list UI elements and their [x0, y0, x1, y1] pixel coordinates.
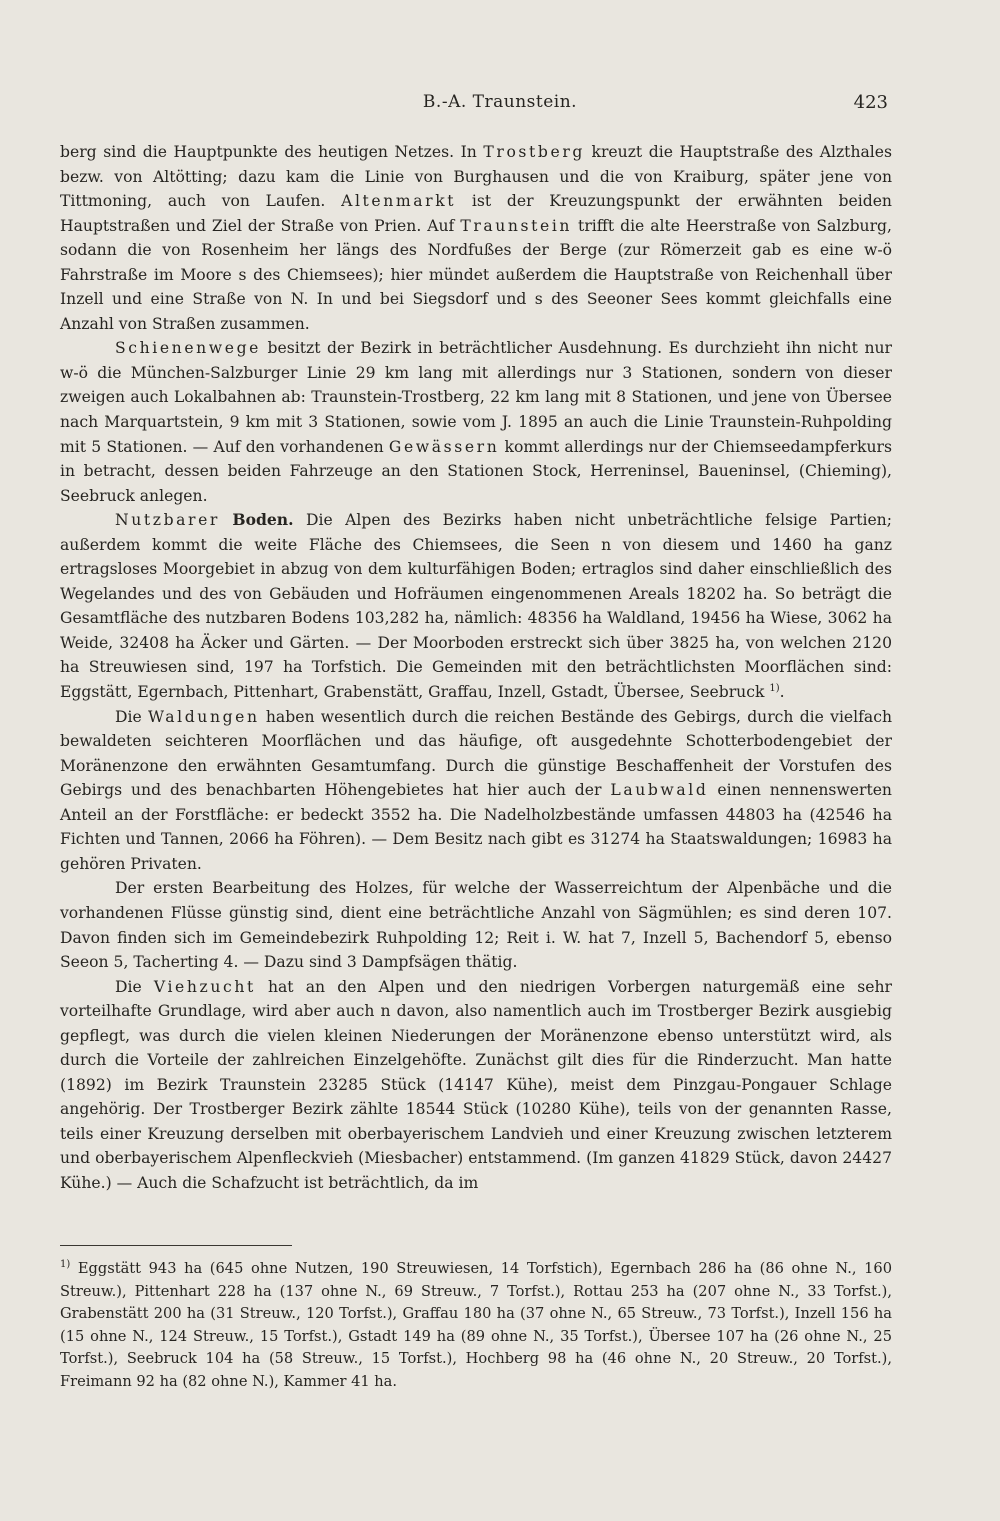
running-head — [0, 92, 1000, 120]
paragraph-sawmills — [60, 876, 892, 974]
text-run: Viehzucht — [153, 977, 256, 996]
running-title: B.-A. Traunstein. — [422, 92, 578, 112]
footnote-1 — [60, 1258, 892, 1393]
footnote-marker: 1) — [60, 1259, 71, 1271]
text-run: einen nennenswerten Anteil an der Forstfläche: er bedeckt 3552 ha. Die Nadelholzbestände umfassen 44803 ha (42546 ha Fichten und Tannen, 2066 ha Föhren). — Dem Besitz nach gibt es 31274 ha Staatswaldungen; 16983 ha gehören Privaten. — [60, 781, 892, 873]
text-run: Nutzbarer — [115, 511, 220, 530]
text-run: haben wesentlich durch die reichen Bestände des Gebirgs, durch die vielfach bewaldeten seichteren Moorflächen und das häufige, oft ausgedehnte Schotterbodengebiet der Moränenzone den erwähnten Gesamtumfang. Durch die günstige Beschaffenheit der Vorstufen des Gebirgs und des benachbarten Höhengebietes hat hier auch der — [60, 707, 892, 800]
paragraph-roads — [60, 140, 892, 336]
text-run: berg sind die Hauptpunkte des heutigen Netzes. In — [60, 143, 484, 161]
text-run: kommt allerdings nur der Chiemseedampferkurs in betracht, dessen beiden Fahrzeuge an den Stationen Stock, Herreninsel, Baueninsel, (Chieming), Seebruck anlegen. — [60, 437, 892, 505]
text-run: . — [779, 683, 785, 702]
page-number: 423 — [853, 92, 888, 113]
text-run: Traunstein — [460, 216, 573, 235]
text-run: kreuzt die Hauptstraße des Alzthales bezw. von Altötting; dazu kam die Linie von Burghausen und die von Kraiburg, später jene von Tittmoning, auch von Laufen. — [60, 143, 892, 211]
text-run: Waldungen — [147, 707, 260, 726]
text-run: Boden. — [232, 510, 294, 530]
paragraph-livestock — [60, 975, 892, 1196]
text-run: hat an den Alpen und den niedrigen Vorbergen naturgemäß eine sehr vorteilhafte Grundlage, wird aber auch n davon, also namentlich auch im Trostberger Bezirk ausgiebig gepflegt, was durch die vielen kleinen Niederungen der Moränenzone ebenso unterstützt wird, als durch die Vorteile der zahlreichen Einzelgehöfte. Zunächst gilt dies für die Rinderzucht. Man hatte (1892) im Bezirk Traunstein 23285 Stück (14147 Kühe), meist dem Pinzgau-Pongauer Schlage angehörig. Der Trostberger Bezirk zählte 18544 Stück (10280 Kühe), teils von der genannten Rasse, teils einer Kreuzung derselben mit oberbayerischem Landvieh und einer Kreuzung zwischen letzterem und oberbayerischem Alpenfleckvieh (Miesbacher) entstammend. (Im ganzen 41829 Stück, davon 24427 Kühe.) — Auch die Schafzucht ist beträchtlich, da im — [60, 977, 892, 1192]
text-run: Schienenwege — [115, 339, 261, 358]
text-run: trifft die alte Heerstraße von Salzburg, sodann die von Rosenheim her längs des Nordfußes der Berge (zur Römerzeit gab es eine w-ö Fahrstraße im Moore s des Chiemsees); hier mündet außerdem die Hauptstraße von Reichenhall über Inzell und eine Straße von N. In und bei Siegsdorf und s des Seeoner Sees kommt gleichfalls eine Anzahl von Straßen zusammen. — [60, 216, 892, 333]
footnote-text: Eggstätt 943 ha (645 ohne Nutzen, 190 Streuwiesen, 14 Torfstich), Egernbach 286 ha (86 ohne N., 160 Streuw.), Pittenhart 228 ha (137 ohne N., 69 Streuw., 7 Torfst.), Rottau 253 ha (207 ohne N., 33 Torfst.), Grabenstätt 200 ha (31 Streuw., 120 Torfst.), Graffau 180 ha (37 ohne N., 65 Streuw., 73 Torfst.), Inzell 156 ha (15 ohne N., 124 Streuw., 15 Torfst.), Gstadt 149 ha (89 ohne N., 35 Torfst.), Übersee 107 ha (26 ohne N., 25 Torfst.), Seebruck 104 ha (58 Streuw., 15 Torfst.), Hochberg 98 ha (46 ohne N., 20 Streuw., 20 Torfst.), Freimann 92 ha (82 ohne N.), Kammer 41 ha. — [60, 1260, 892, 1390]
footnotes — [60, 1258, 892, 1393]
text-run: Die Alpen des Bezirks haben nicht unbeträchtliche felsige Partien; außerdem kommt die weite Fläche des Chiemsees, die Seen n von diesem und 1460 ha ganz ertragsloses Moorgebiet in abzug von dem kulturfähigen Boden; ertraglos sind daher einschließlich des Wegelandes und des von Gebäuden und Hofräumen eingenommenen Areals 18202 ha. So beträgt die Gesamtfläche des nutzbaren Bodens 103,282 ha, nämlich: 48356 ha Waldland, 19456 ha Wiese, 3062 ha Weide, 32408 ha Äcker und Gärten. — Der Moorboden erstreckt sich über 3825 ha, von welchen 2120 ha Streuwiesen sind, 197 ha Torfstich. Die Gemeinden mit den beträchtlichsten Moorflächen sind: Eggstätt, Egernbach, Pittenhart, Grabenstätt, Graffau, Inzell, Gstadt, Übersee, Seebruck — [60, 511, 892, 702]
footnote-separator — [60, 1245, 292, 1246]
footnote-reference: 1) — [769, 682, 780, 694]
text-run: Laubwald — [610, 781, 709, 800]
body-text — [60, 140, 892, 1196]
text-run: Gewässern — [388, 437, 500, 456]
paragraph-usable-land — [60, 508, 892, 704]
text-run: besitzt der Bezirk in beträchtlicher Ausdehnung. Es durchzieht ihn nicht nur w-ö die München-Salzburger Linie 29 km lang mit allerdings nur 3 Stationen, sondern von dieser zweigen auch Lokalbahnen ab: Traunstein-Trostberg, 22 km lang mit 8 Stationen, und jene von Übersee nach Marquartstein, 9 km mit 3 Stationen, sowie vom J. 1895 an auch die Linie Traunstein-Ruhpolding mit 5 Stationen. — Auf den vorhandenen — [60, 339, 892, 456]
text-run: Trostberg — [483, 143, 585, 161]
text-run: Altenmarkt — [341, 192, 457, 211]
text-run: ist der Kreuzungspunkt der erwähnten beiden Hauptstraßen und Ziel der Straße von Prien. Auf — [60, 192, 892, 235]
text-run — [220, 511, 232, 529]
text-run: Der ersten Bearbeitung des Holzes, für welche der Wasserreichtum der Alpenbäche und die vorhandenen Flüsse günstig sind, dient eine beträchtliche Anzahl von Sägmühlen; es sind deren 107. Davon finden sich im Gemeindebezirk Ruhpolding 12; Reit i. W. hat 7, Inzell 5, Bachendorf 5, ebenso Seeon 5, Tacherting 4. — Dazu sind 3 Dampfsägen thätig. — [60, 879, 892, 972]
text-run: Die — [115, 707, 148, 726]
text-run: Die — [115, 977, 154, 996]
paragraph-railways — [60, 336, 892, 508]
paragraph-forests — [60, 705, 892, 877]
